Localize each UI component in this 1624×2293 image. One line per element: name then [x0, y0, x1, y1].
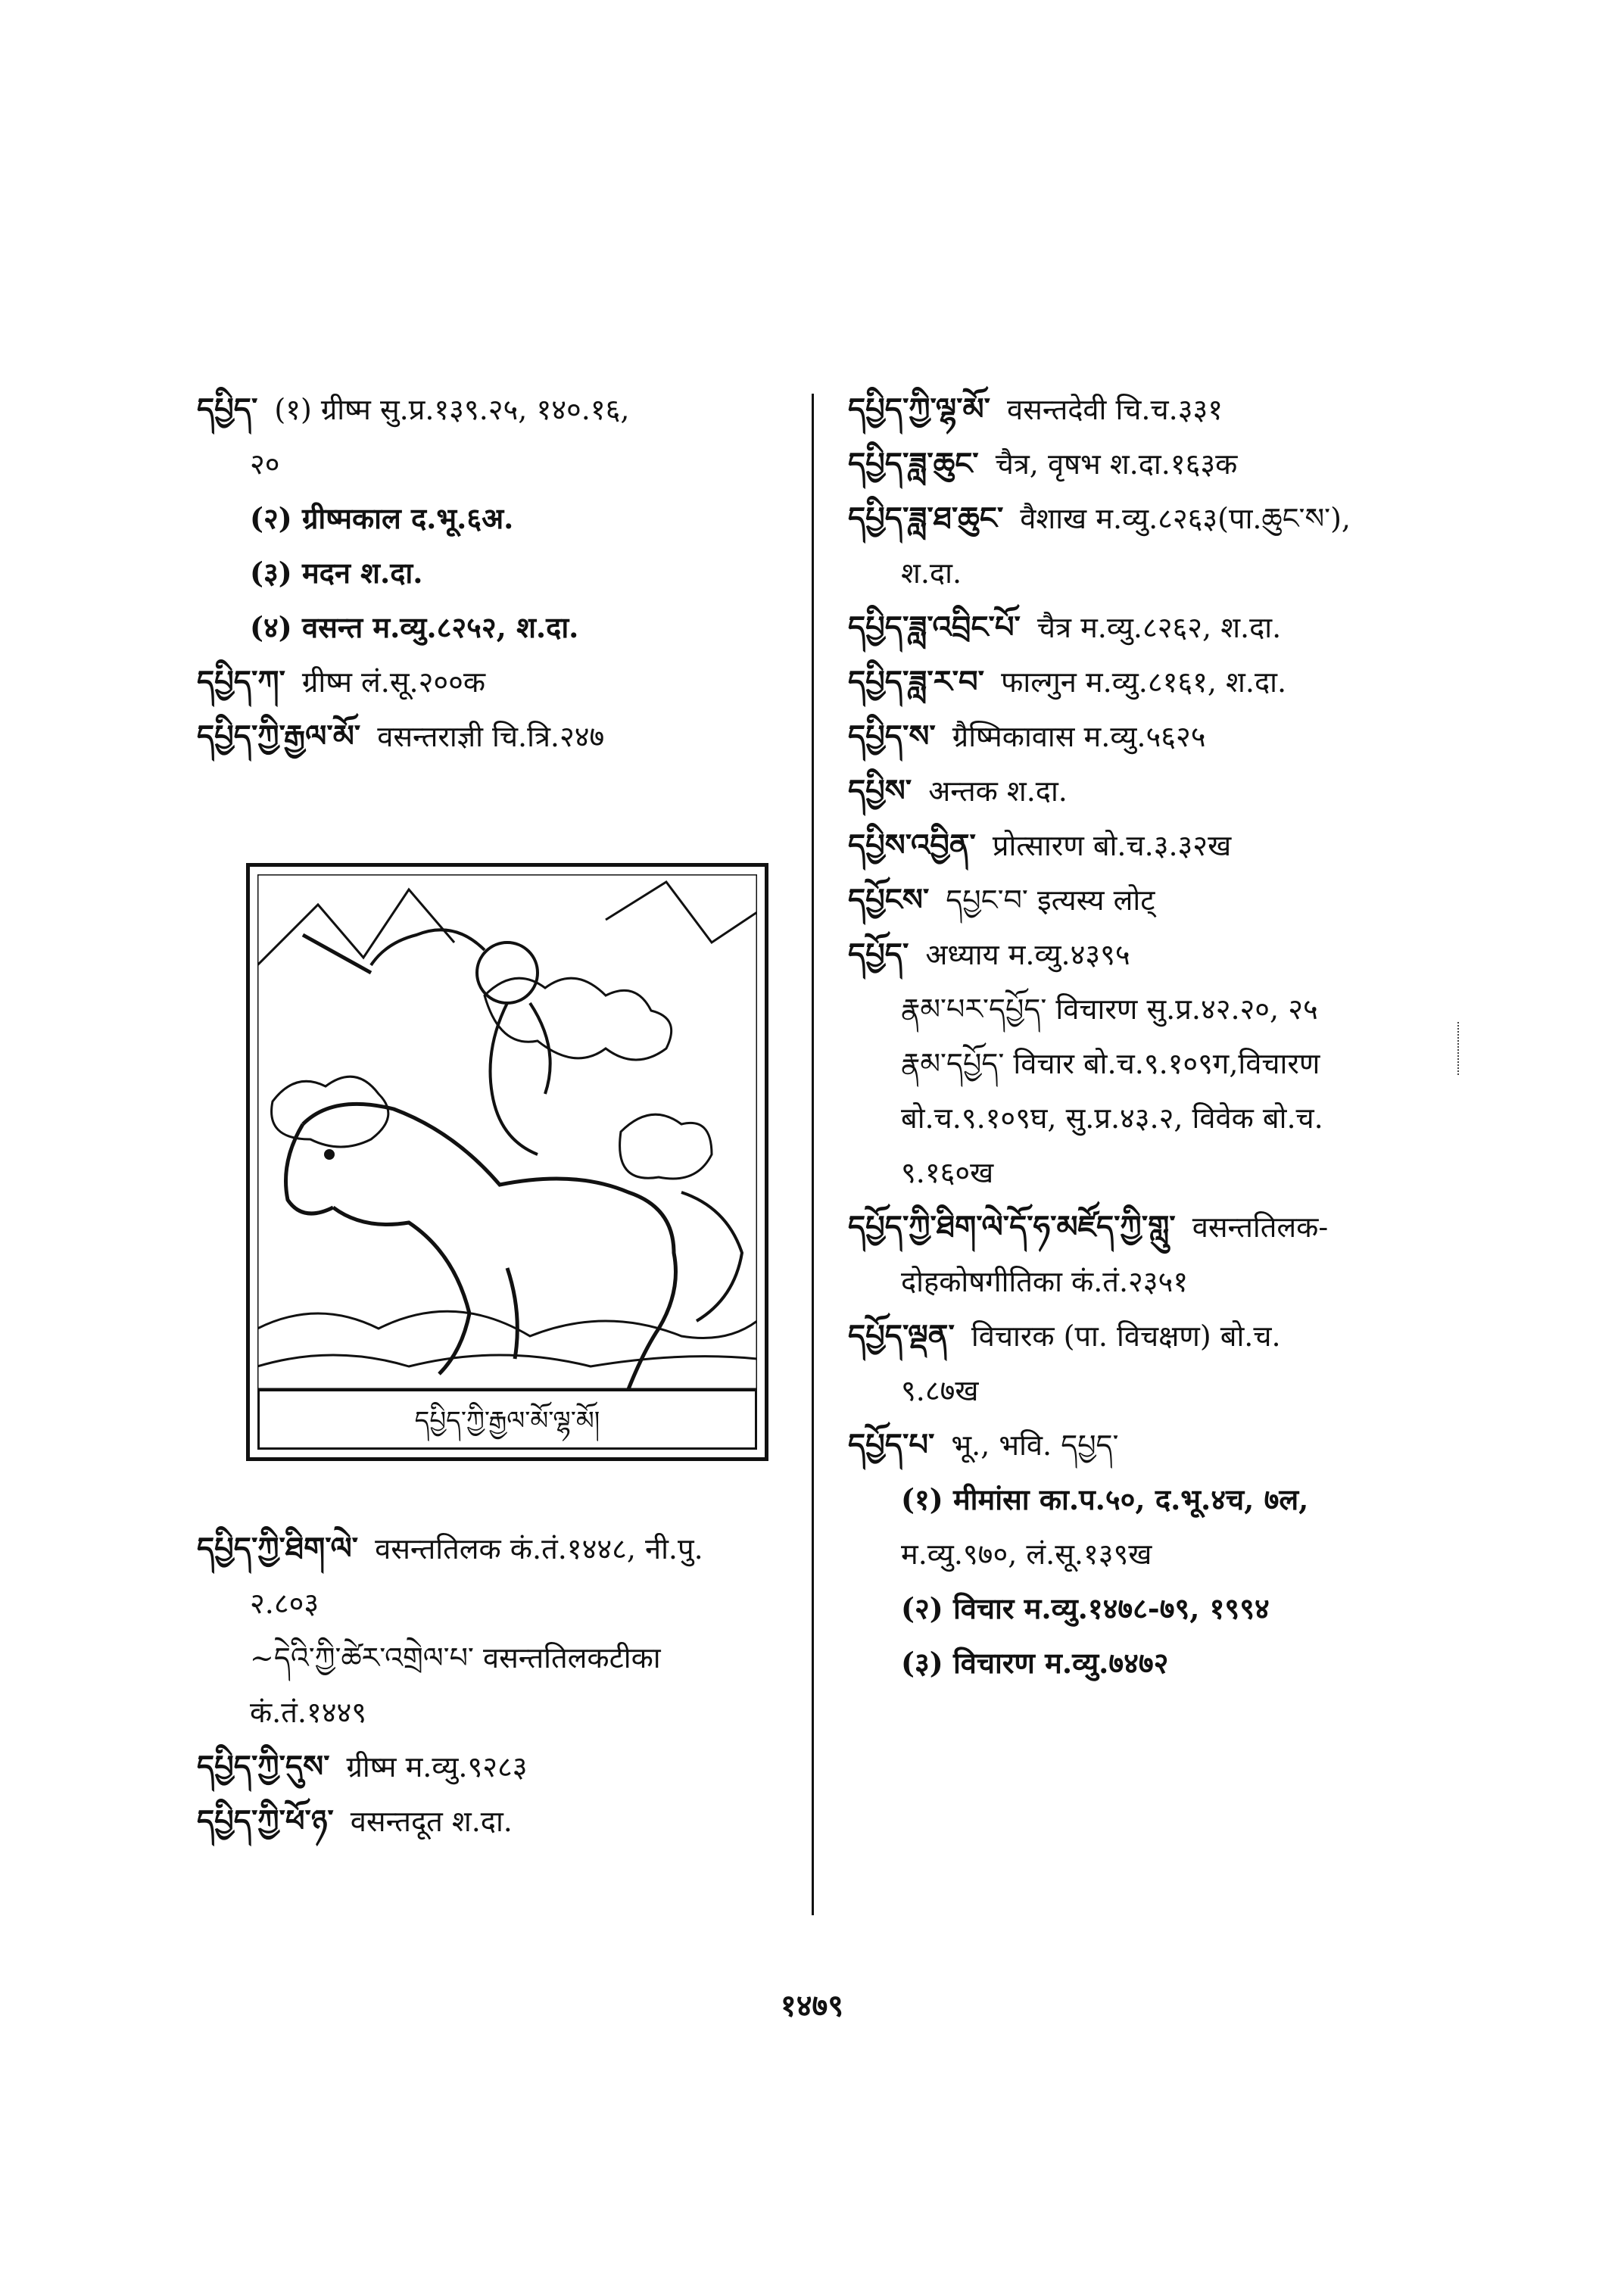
- gloss: ग्रैष्मिकावास म.व्यु.५६२५: [952, 720, 1206, 753]
- headword: དཔྱོངས་: [848, 882, 930, 918]
- gloss: वसन्तदेवी चि.च.३३१: [1007, 393, 1223, 426]
- left-column-lower: [197, 1522, 803, 1849]
- sense: (२) ग्रीष्मकाल द.भू.६अ.: [250, 501, 514, 535]
- gloss: प्रोत्सारण बो.च.३.३२ख: [992, 829, 1232, 862]
- headword: དཔྱིད་ཀྱི་རྒྱལ་མོ་: [197, 718, 361, 754]
- entry-continuation: २.८०३: [250, 1587, 320, 1620]
- sense: (४) वसन्त म.व्यु.८२५२, श.दा.: [250, 610, 579, 644]
- entry-continuation: ९.८७ख: [901, 1374, 979, 1407]
- headword: དཔྱོད་པ་: [848, 1427, 935, 1463]
- entry-continuation: २०: [250, 447, 280, 481]
- entry: [848, 709, 1461, 764]
- gloss: फाल्गुन म.व्यु.८१६१, श.दा.: [1001, 665, 1287, 699]
- headword: དཔྱིད་ས་: [848, 718, 936, 754]
- sub-entry: ~དེའི་ཀྱི་ཚེར་འགྲེལ་པ་ वसन्ततिलकटीका: [250, 1641, 661, 1675]
- gloss: वैशाख म.व्यु.८२६३(पा.ཆུང་ས་),: [1020, 502, 1351, 535]
- entry: [848, 764, 1461, 818]
- entry: [197, 1794, 803, 1849]
- gloss: ग्रीष्म म.व्यु.९२८३: [346, 1750, 528, 1784]
- entry: [848, 1418, 1461, 1472]
- headword: དཔྱིད་ཟླ་འབྲིང་པོ་: [848, 609, 1021, 645]
- headword: དཔྱིད་ཟླ་ཆུང་: [848, 446, 979, 481]
- sense: (२) विचार म.व्यु.१४७८-७९, १९९४: [901, 1591, 1270, 1625]
- headword: དཔྱིད་ཀྱི་ཕོ་ཉ་: [197, 1803, 334, 1839]
- headword: དཔྱིད་ཀྱི་ལྷ་མོ་: [848, 391, 991, 427]
- left-column: [197, 382, 803, 764]
- sub-entry: རྣམ་པར་དཔྱོད་ विचारण सु.प्र.४२.२०, २५: [901, 992, 1318, 1026]
- entry: [197, 1522, 803, 1576]
- gloss: वसन्तदूत श.दा.: [350, 1805, 513, 1838]
- gloss: चैत्र म.व्यु.८२६२, श.दा.: [1036, 611, 1282, 644]
- gloss: अन्तक श.दा.: [928, 774, 1068, 808]
- headword: དཔྱིས་: [848, 773, 912, 808]
- sense: (१) मीमांसा का.प.५०, द.भू.४च, ७ल,: [901, 1482, 1309, 1516]
- figure-caption: དཔྱིད་ཀྱི་རྒྱལ་མོ་ལྷ་མོ།: [257, 1389, 757, 1450]
- headword: དཔྱིད་: [197, 391, 258, 427]
- entry: [197, 1740, 803, 1794]
- sub-entry: बो.च.९.१०९घ, सु.प्र.४३.२, विवेक बो.च.: [901, 1101, 1323, 1135]
- gloss: विचारक (पा. विचक्षण) बो.च.: [971, 1319, 1281, 1353]
- headword: དཔྱིད་ཟླ་ཐ་ཆུང་: [848, 500, 1004, 536]
- entry: [197, 382, 803, 437]
- sub-entry: ९.१६०ख: [901, 1156, 994, 1189]
- entry-continuation: दोहकोषगीतिका कं.तं.२३५१: [901, 1265, 1189, 1298]
- page-number: १४७९: [780, 1988, 844, 2024]
- entry: [848, 1200, 1461, 1254]
- gloss: वसन्ततिलक कं.तं.१४४८, नी.पु.: [375, 1532, 703, 1566]
- deity-on-horse-illustration: [257, 874, 757, 1389]
- gloss: (१) ग्रीष्म सु.प्र.१३९.२५, १४०.१६,: [274, 393, 630, 426]
- gloss: अध्याय म.व्यु.४३९५: [925, 938, 1130, 971]
- entry: [848, 1309, 1461, 1363]
- headword: དཔྱོད་ལྡན་: [848, 1318, 955, 1354]
- sub-entry: རྣམ་དཔྱོད་ विचार बो.च.९.१०९ग,विचारण: [901, 1047, 1320, 1080]
- entry: [848, 927, 1461, 982]
- headword: དཔྱོད་: [848, 936, 909, 972]
- entry: [848, 437, 1461, 491]
- entry: [848, 382, 1461, 437]
- headword: དཔྱིད་ཀ་: [197, 664, 285, 699]
- entry: [848, 491, 1461, 546]
- entry: [848, 655, 1461, 709]
- gloss: वसन्तराज्ञी चि.त्रि.२४७: [377, 720, 605, 753]
- entry-continuation: कं.तं.१४४९: [250, 1696, 367, 1729]
- entry: [848, 818, 1461, 873]
- gloss: वसन्ततिलक-: [1192, 1210, 1329, 1244]
- column-divider: [812, 394, 814, 1915]
- sense: (३) विचारण म.व्यु.७४७२: [901, 1646, 1169, 1680]
- entry: [197, 709, 803, 764]
- headword: དཔྱིད་ཀྱི་ཐིག་ལེ་: [197, 1531, 359, 1566]
- gloss: भू., भवि. དཔྱད་: [951, 1428, 1119, 1462]
- headword: དཔྱིད་ཀྱི་དུས་: [197, 1749, 330, 1784]
- right-column: [848, 382, 1461, 1690]
- entry-continuation: श.दा.: [901, 556, 962, 590]
- headword: དཔྱིད་ཟླ་ར་བ་: [848, 664, 985, 699]
- entry: [848, 873, 1461, 927]
- entry: [197, 655, 803, 709]
- illustration-figure: [246, 863, 768, 1461]
- gloss: ग्रीष्म लं.सू.२००क: [301, 665, 486, 699]
- sense: (३) मदन श.दा.: [250, 556, 423, 590]
- sense-continuation: म.व्यु.९७०, लं.सू.१३९ख: [901, 1537, 1152, 1571]
- headword: དཔྱོད་ཀྱི་ཐིག་ལེ་དོ་ཧ་མཛོད་ཀྱི་གླུ་: [848, 1209, 1176, 1245]
- headword: དཔྱིས་འབྱིན་: [848, 827, 976, 863]
- gloss: དཔྱང་བ་ इत्यस्य लोट्: [946, 883, 1155, 917]
- gloss: चैत्र, वृषभ श.दा.१६३क: [995, 447, 1238, 481]
- entry: [848, 600, 1461, 655]
